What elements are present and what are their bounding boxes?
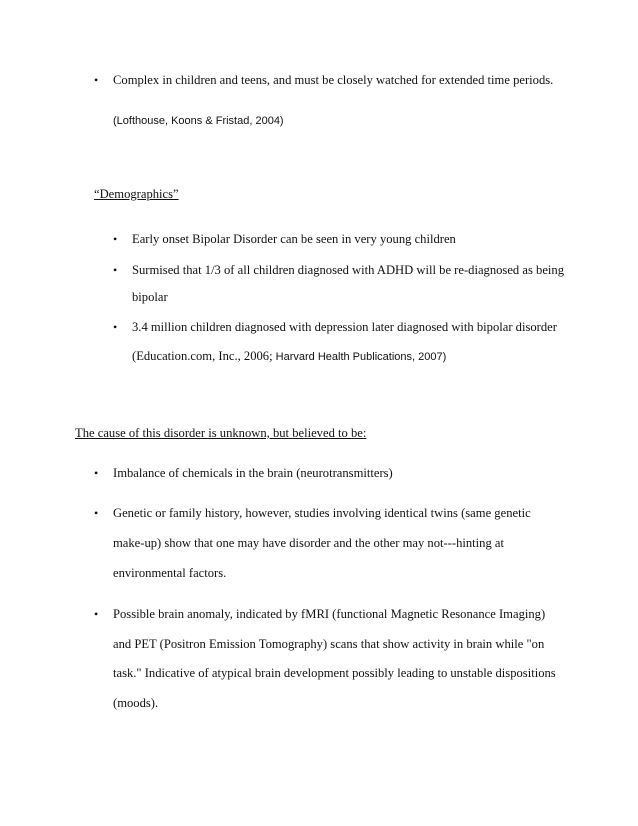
- bullet-marker: •: [94, 607, 99, 621]
- cause-item-genetic-line3: environmental factors.: [113, 566, 227, 580]
- bullet-marker: •: [113, 263, 118, 277]
- demographics-citation: [132, 348, 446, 365]
- cause-item-brain-line2: and PET (Positron Emission Tomography) scans that show activity in brain while "on: [113, 637, 545, 651]
- cause-item-brain-line3: task." Indicative of atypical brain development possibly leading to unstable dispositions: [113, 666, 556, 680]
- cause-item-genetic-line2: make-up) show that one may have disorder and the other may not---hinting at: [113, 536, 504, 550]
- citation-sans-part: Harvard Health Publications, 2007): [272, 351, 447, 363]
- bullet-marker: •: [94, 466, 99, 480]
- citation-serif-part: (Education.com, Inc., 2006;: [132, 349, 273, 363]
- cause-heading: The cause of this disorder is unknown, but believed to be:: [75, 426, 367, 440]
- bullet-marker: •: [113, 232, 118, 246]
- cause-item-imbalance: Imbalance of chemicals in the brain (neurotransmitters): [113, 466, 393, 480]
- lofthouse-citation: (Lofthouse, Koons & Fristad, 2004): [113, 115, 284, 127]
- bullet-marker: •: [113, 320, 118, 334]
- cause-item-brain-line4: (moods).: [113, 696, 159, 710]
- demographics-item-depression: 3.4 million children diagnosed with depression later diagnosed with bipolar disorder: [132, 320, 557, 334]
- cause-item-brain: Possible brain anomaly, indicated by fMRI (functional Magnetic Resonance Imaging): [113, 607, 546, 621]
- demographics-item-early-onset: Early onset Bipolar Disorder can be seen in very young children: [132, 232, 456, 246]
- bullet-marker: •: [94, 73, 99, 87]
- complexity-bullet-text: Complex in children and teens, and must be closely watched for extended time periods.: [113, 73, 554, 87]
- demographics-heading: “Demographics”: [94, 187, 179, 201]
- bullet-marker: •: [94, 506, 99, 520]
- demographics-item-adhd-cont: bipolar: [132, 290, 168, 304]
- cause-item-genetic: Genetic or family history, however, studies involving identical twins (same genetic: [113, 506, 531, 520]
- demographics-item-adhd: Surmised that 1/3 of all children diagnosed with ADHD will be re-diagnosed as being: [132, 263, 564, 277]
